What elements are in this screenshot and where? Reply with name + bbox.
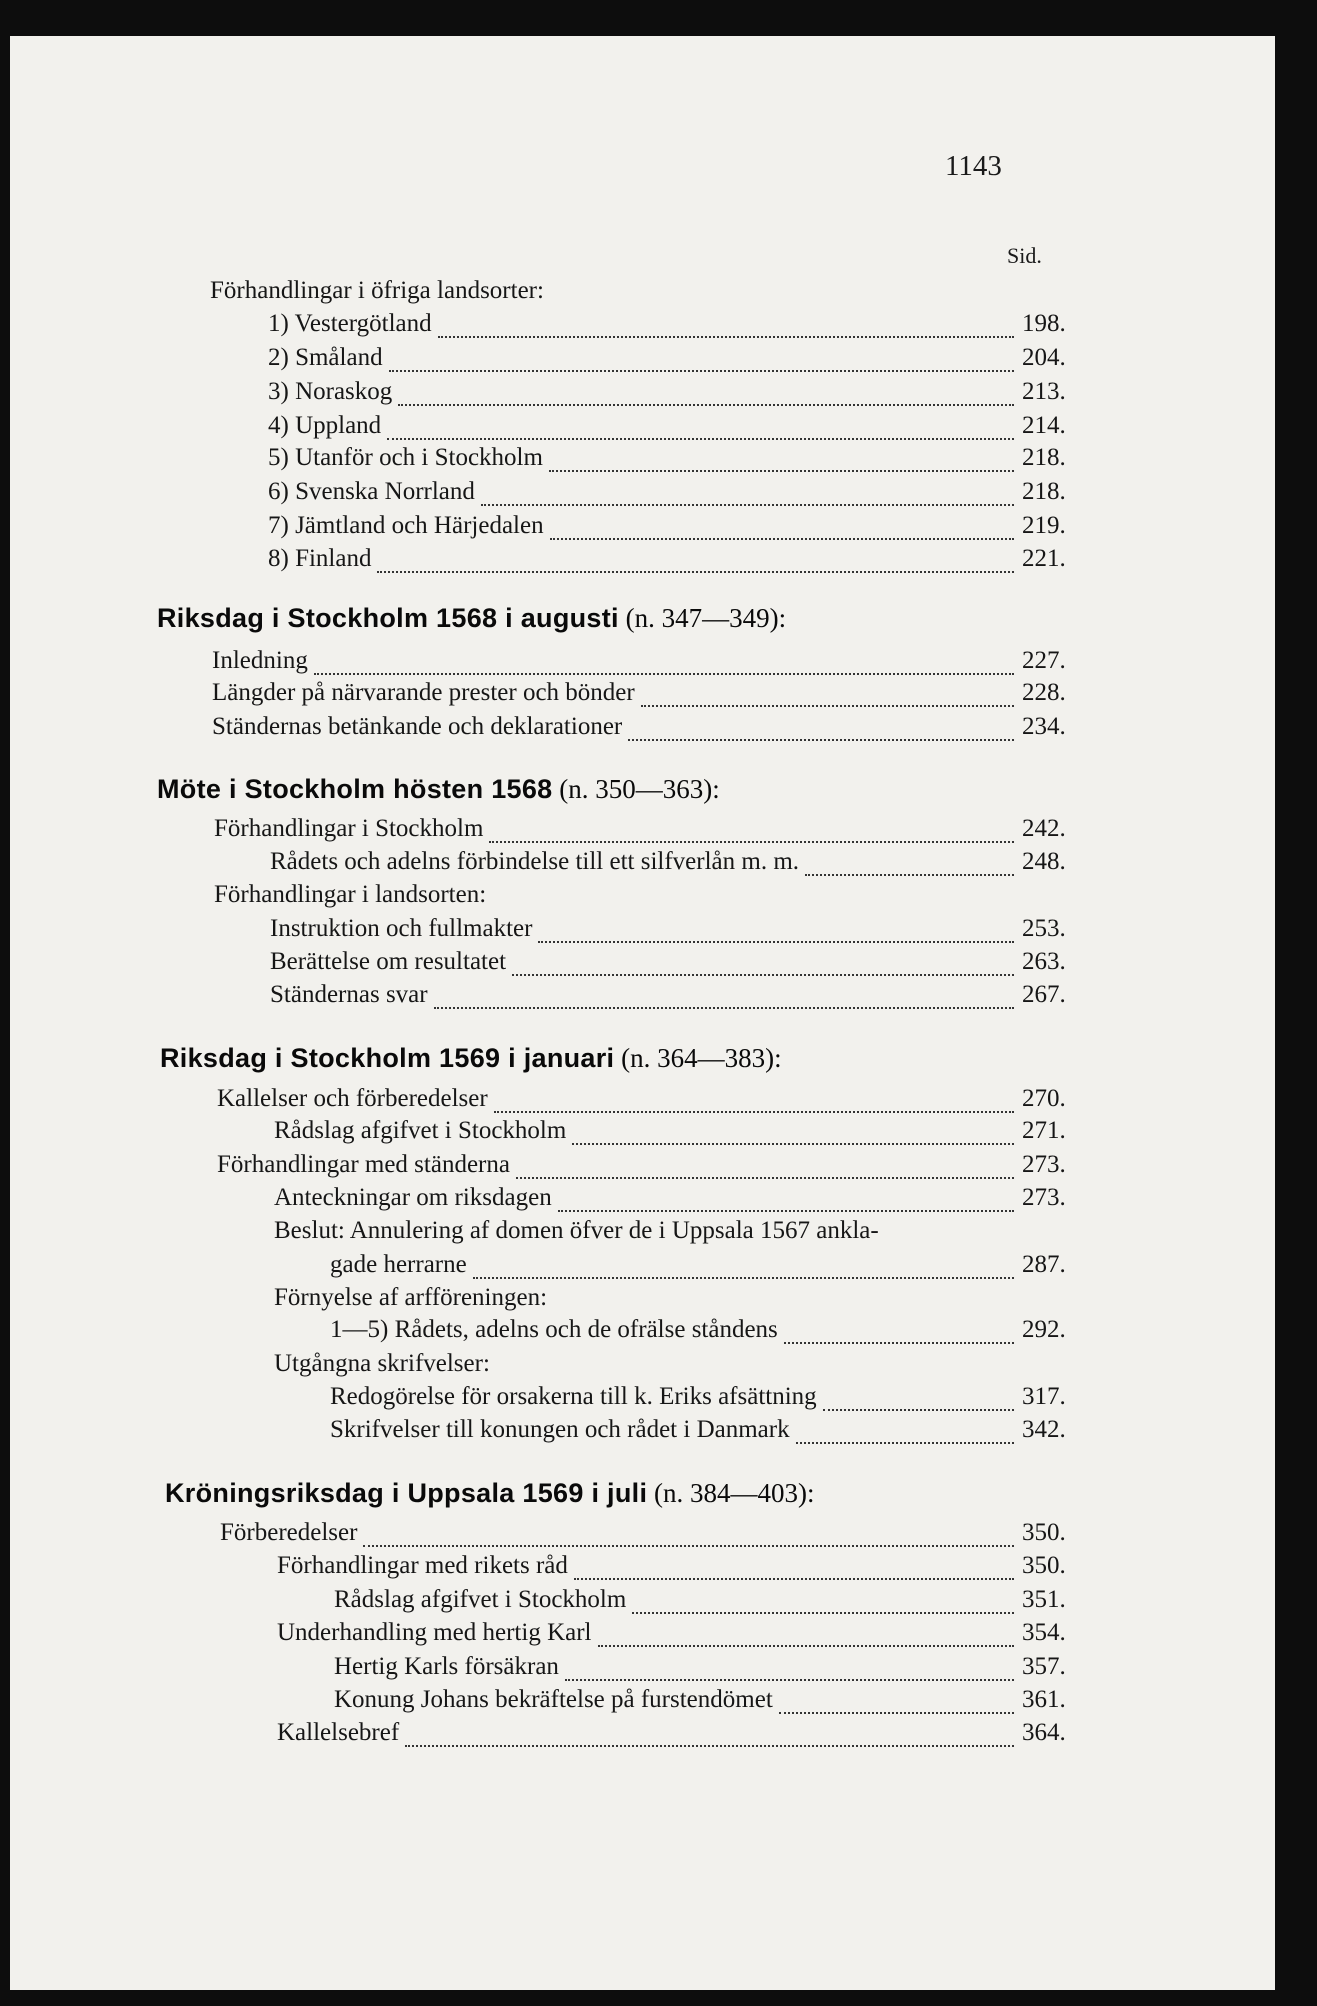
toc-page: 287. xyxy=(1022,1251,1066,1278)
section-heading xyxy=(165,1478,814,1509)
sub-heading: Utgångna skrifvelser: xyxy=(274,1350,490,1377)
toc-page: 342. xyxy=(1022,1416,1066,1443)
toc-label: 5) Utanför och i Stockholm xyxy=(268,444,543,471)
toc-page: 242. xyxy=(1022,815,1066,842)
toc-label: Ständernas betänkande och deklarationer xyxy=(212,713,623,740)
toc-page: 228. xyxy=(1022,679,1066,706)
toc-row xyxy=(274,1184,1068,1220)
toc-page: 213. xyxy=(1022,378,1066,405)
toc-label: Berättelse om resultatet xyxy=(270,948,507,975)
toc-label: Skrifvelser till konungen och rådet i Danmark xyxy=(330,1416,790,1443)
toc-label: gade herrarne xyxy=(330,1251,467,1278)
toc-label: Redogörelse för orsakerna till k. Eriks afsättning xyxy=(330,1383,817,1410)
dot-leader xyxy=(481,504,1014,506)
toc-row xyxy=(268,310,1068,346)
section-title: Möte i Stockholm hösten 1568 xyxy=(157,774,553,804)
section-title: Riksdag i Stockholm 1569 i januari xyxy=(160,1043,615,1073)
dot-leader xyxy=(784,1342,1014,1344)
toc-page: 317. xyxy=(1022,1383,1066,1410)
toc-page: 221. xyxy=(1022,545,1066,572)
toc-label: Förhandlingar med ständerna xyxy=(217,1151,510,1178)
toc-page: 350. xyxy=(1022,1552,1066,1579)
dot-leader xyxy=(516,1177,1014,1179)
dot-leader xyxy=(538,941,1014,943)
toc-page: 253. xyxy=(1022,915,1066,942)
toc-label: Rådslag afgifvet i Stockholm xyxy=(274,1117,567,1144)
toc-label: Anteckningar om riksdagen xyxy=(274,1184,552,1211)
section-heading xyxy=(157,774,720,805)
toc-label: 3) Noraskog xyxy=(268,378,393,405)
dot-leader xyxy=(805,874,1014,876)
toc-page: 361. xyxy=(1022,1686,1066,1713)
toc-row xyxy=(277,1719,1068,1755)
toc-row xyxy=(334,1653,1068,1689)
toc-row xyxy=(277,1619,1068,1655)
toc-label: Rådets och adelns förbindelse till ett silfverlån m. m. xyxy=(270,848,800,875)
dot-leader xyxy=(389,370,1014,372)
toc-label: Rådslag afgifvet i Stockholm xyxy=(334,1586,627,1613)
dot-leader xyxy=(314,673,1014,675)
dot-leader xyxy=(823,1409,1014,1411)
toc-row xyxy=(268,412,1068,448)
sid-label: Sid. xyxy=(1007,243,1042,268)
toc-row xyxy=(330,1316,1068,1352)
sub-heading: Förnyelse af arfföreningen: xyxy=(274,1284,548,1311)
landsorter-heading: Förhandlingar i öfriga landsorter: xyxy=(210,277,544,304)
toc-page: 204. xyxy=(1022,344,1066,371)
toc-row xyxy=(268,344,1068,380)
dot-leader xyxy=(558,1210,1014,1212)
dot-leader xyxy=(405,1745,1014,1747)
toc-page: 267. xyxy=(1022,981,1066,1008)
toc-page: 218. xyxy=(1022,478,1066,505)
toc-label: Längder på närvarande prester och bönder xyxy=(212,679,635,706)
toc-label: Konung Johans bekräftelse på furstendömet xyxy=(334,1686,773,1713)
toc-page: 354. xyxy=(1022,1619,1066,1646)
dot-leader xyxy=(641,705,1014,707)
toc-page: 227. xyxy=(1022,647,1066,674)
section-ref: (n. 384—403): xyxy=(654,1478,815,1508)
toc-page: 364. xyxy=(1022,1719,1066,1746)
toc-row xyxy=(270,948,1068,984)
toc-page: 248. xyxy=(1022,848,1066,875)
dot-leader xyxy=(549,470,1014,472)
dot-leader xyxy=(512,974,1014,976)
dot-leader xyxy=(377,571,1014,573)
toc-row xyxy=(268,378,1068,414)
dot-leader xyxy=(796,1442,1014,1444)
toc-page: 271. xyxy=(1022,1117,1066,1144)
toc-label-wrapped: Beslut: Annulering af domen öfver de i Uppsala 1567 ankla- xyxy=(274,1217,879,1244)
toc-label: Ständernas svar xyxy=(270,981,428,1008)
toc-label: 8) Finland xyxy=(268,545,372,572)
toc-label: 1) Vestergötland xyxy=(268,310,432,337)
toc-page: 219. xyxy=(1022,512,1066,539)
toc-page: 198. xyxy=(1022,310,1066,337)
toc-label: Inledning xyxy=(212,647,308,674)
page-number: 1143 xyxy=(945,150,1002,182)
toc-label: 6) Svenska Norrland xyxy=(268,478,475,505)
section-title: Riksdag i Stockholm 1568 i augusti xyxy=(157,603,619,633)
dot-leader xyxy=(494,1111,1014,1113)
section-heading xyxy=(160,1043,782,1074)
toc-page: 218. xyxy=(1022,444,1066,471)
toc-row xyxy=(217,1085,1068,1121)
dot-leader xyxy=(434,1007,1014,1009)
toc-row xyxy=(212,647,1068,683)
toc-page: 350. xyxy=(1022,1519,1066,1546)
toc-row xyxy=(268,444,1068,480)
toc-label: Hertig Karls försäkran xyxy=(334,1653,559,1680)
toc-page: 357. xyxy=(1022,1653,1066,1680)
toc-row xyxy=(334,1586,1068,1622)
toc-page: 263. xyxy=(1022,948,1066,975)
toc-label: Underhandling med hertig Karl xyxy=(277,1619,592,1646)
toc-label: 4) Uppland xyxy=(268,412,382,439)
toc-label: Instruktion och fullmakter xyxy=(270,915,533,942)
toc-label: Förberedelser xyxy=(220,1519,358,1546)
toc-label: Förhandlingar med rikets råd xyxy=(277,1552,568,1579)
dot-leader xyxy=(363,1545,1014,1547)
toc-row xyxy=(212,679,1068,715)
toc-row xyxy=(330,1251,1068,1287)
toc-label: Kallelsebref xyxy=(277,1719,400,1746)
section-ref: (n. 364—383): xyxy=(621,1043,782,1073)
dot-leader xyxy=(550,538,1014,540)
dot-leader xyxy=(574,1578,1014,1580)
dot-leader xyxy=(632,1612,1014,1614)
toc-row xyxy=(270,848,1068,884)
dot-leader xyxy=(398,404,1014,406)
toc-label: 2) Småland xyxy=(268,344,383,371)
toc-label: Kallelser och förberedelser xyxy=(217,1085,488,1112)
section-ref: (n. 350—363): xyxy=(559,774,720,804)
toc-row xyxy=(268,512,1068,548)
toc-page: 270. xyxy=(1022,1085,1066,1112)
dot-leader xyxy=(438,336,1014,338)
section-heading xyxy=(157,603,786,634)
toc-row xyxy=(268,545,1068,581)
toc-label: 7) Jämtland och Härjedalen xyxy=(268,512,544,539)
toc-row xyxy=(220,1519,1068,1555)
dot-leader xyxy=(572,1143,1014,1145)
dot-leader xyxy=(565,1679,1014,1681)
toc-row xyxy=(334,1686,1068,1722)
toc-label: Förhandlingar i Stockholm xyxy=(214,815,484,842)
toc-row xyxy=(330,1416,1068,1452)
dot-leader xyxy=(628,739,1014,741)
toc-row xyxy=(214,815,1068,851)
toc-row xyxy=(217,1151,1068,1187)
toc-page: 273. xyxy=(1022,1184,1066,1211)
toc-page: 234. xyxy=(1022,713,1066,740)
toc-page: 273. xyxy=(1022,1151,1066,1178)
toc-label: 1—5) Rådets, adelns och de ofrälse ståndens xyxy=(330,1316,778,1343)
toc-row xyxy=(277,1552,1068,1588)
section-ref: (n. 347—349): xyxy=(625,603,787,633)
dot-leader xyxy=(387,438,1014,440)
toc-row xyxy=(330,1383,1068,1419)
toc-row xyxy=(270,981,1068,1017)
sub-heading: Förhandlingar i landsorten: xyxy=(214,881,487,908)
toc-row xyxy=(274,1117,1068,1153)
toc-row xyxy=(268,478,1068,514)
section-title: Kröningsriksdag i Uppsala 1569 i juli xyxy=(165,1478,648,1508)
toc-row xyxy=(212,713,1068,749)
toc-row xyxy=(270,915,1068,951)
toc-page: 292. xyxy=(1022,1316,1066,1343)
dot-leader xyxy=(598,1645,1015,1647)
toc-page: 214. xyxy=(1022,412,1066,439)
dot-leader xyxy=(779,1712,1014,1714)
dot-leader xyxy=(473,1277,1014,1279)
toc-page: 351. xyxy=(1022,1586,1066,1613)
dot-leader xyxy=(489,841,1014,843)
